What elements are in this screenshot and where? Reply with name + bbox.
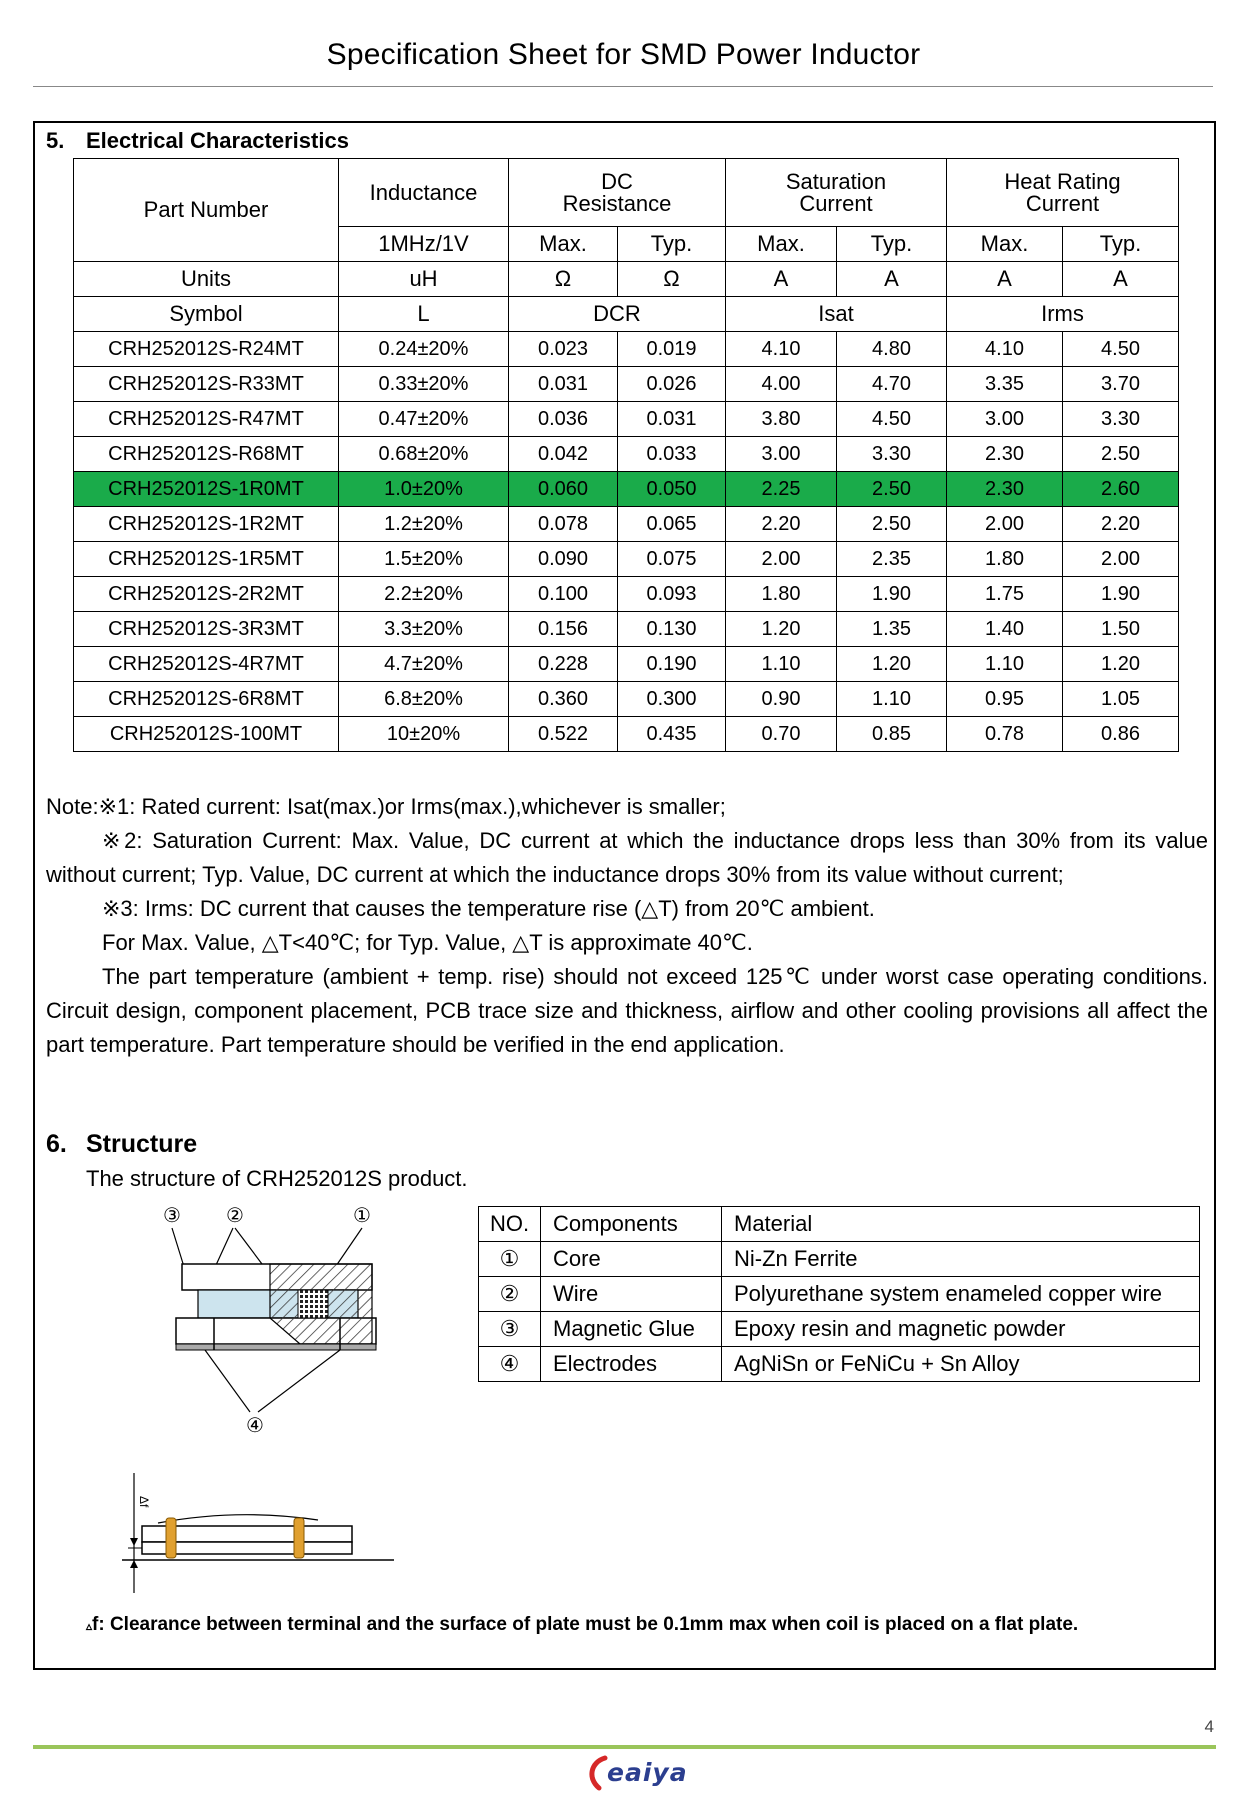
cell-irms-max: 1.75 — [947, 577, 1063, 612]
cell-dcr-typ: 0.019 — [618, 332, 726, 367]
cell-isat-max: 3.80 — [726, 402, 837, 437]
cell-irms-max: 1.40 — [947, 612, 1063, 647]
cell-pn: CRH252012S-6R8MT — [74, 682, 339, 717]
cell-isat-max: 4.10 — [726, 332, 837, 367]
header-dcr-typ: Typ. — [618, 227, 726, 262]
cell-irms-typ: 3.30 — [1063, 402, 1179, 437]
cell-dcr-max: 0.522 — [509, 717, 618, 752]
cell-ind: 1.5±20% — [339, 542, 509, 577]
structure-row — [479, 1347, 1200, 1382]
cell-isat-max: 1.80 — [726, 577, 837, 612]
cell-dcr-typ: 0.093 — [618, 577, 726, 612]
header-no: NO. — [479, 1207, 541, 1242]
cell-ind: 0.24±20% — [339, 332, 509, 367]
note-3: ※3: Irms: DC current that causes the temperature rise (△T) from 20℃ ambient. — [102, 896, 875, 921]
delta-triangle-icon: ▵ — [86, 1619, 93, 1633]
cell-irms-typ: 1.05 — [1063, 682, 1179, 717]
units-dcr-max: Ω — [509, 262, 618, 297]
symbol-label: Symbol — [74, 297, 339, 332]
structure-cell-component: Wire — [541, 1277, 722, 1312]
cell-isat-max: 0.90 — [726, 682, 837, 717]
cell-irms-typ: 0.86 — [1063, 717, 1179, 752]
header-inductance: Inductance — [339, 159, 509, 227]
units-isat-max: A — [726, 262, 837, 297]
cell-dcr-max: 0.036 — [509, 402, 618, 437]
section-5-title: Electrical Characteristics — [86, 128, 349, 153]
cell-dcr-max: 0.023 — [509, 332, 618, 367]
cell-ind: 3.3±20% — [339, 612, 509, 647]
structure-cell-no: ③ — [479, 1312, 541, 1347]
cell-irms-max: 3.35 — [947, 367, 1063, 402]
cell-irms-max: 2.00 — [947, 507, 1063, 542]
table-row-highlighted — [74, 472, 1179, 507]
header-irms-typ: Typ. — [1063, 227, 1179, 262]
header-saturation-line2: Current — [799, 190, 873, 216]
section-6-title: Structure — [86, 1130, 198, 1158]
cell-irms-typ: 1.20 — [1063, 647, 1179, 682]
footer-divider — [33, 1745, 1216, 1749]
structure-cell-no: ① — [479, 1242, 541, 1277]
cell-dcr-max: 0.360 — [509, 682, 618, 717]
header-saturation-line1: Saturation — [785, 168, 887, 194]
cell-dcr-max: 0.100 — [509, 577, 618, 612]
cell-pn: CRH252012S-2R2MT — [74, 577, 339, 612]
symbol-dcr: DCR — [509, 297, 726, 332]
structure-row — [479, 1312, 1200, 1347]
cell-isat-typ: 0.85 — [837, 717, 947, 752]
header-dc-resistance-line1: DC — [601, 168, 633, 194]
table-row — [74, 367, 1179, 402]
header-dc-resistance — [509, 159, 726, 227]
units-irms-typ: A — [1063, 262, 1179, 297]
header-isat-typ: Typ. — [837, 227, 947, 262]
header-components: Components — [541, 1207, 722, 1242]
structure-cell-material: Epoxy resin and magnetic powder — [722, 1312, 1200, 1347]
cell-dcr-max: 0.228 — [509, 647, 618, 682]
cell-ind: 1.2±20% — [339, 507, 509, 542]
note-5: The part temperature (ambient + temp. rise) should not exceed 125℃ under worst case operating conditions. Circuit design, component placement, PCB trace size and thickness, airflow and other cooling provisions all affect the part temperature. Part temperature should be verified in the end application. — [46, 964, 1208, 1057]
note-1: Note:※1: Rated current: Isat(max.)or Irms(max.),whichever is smaller; — [46, 794, 726, 819]
cell-pn: CRH252012S-1R0MT — [74, 472, 339, 507]
table-row — [74, 612, 1179, 647]
cell-dcr-max: 0.078 — [509, 507, 618, 542]
units-dcr-typ: Ω — [618, 262, 726, 297]
cell-dcr-max: 0.156 — [509, 612, 618, 647]
table-row — [74, 717, 1179, 752]
symbol-irms: Irms — [947, 297, 1179, 332]
cell-dcr-typ: 0.130 — [618, 612, 726, 647]
cell-dcr-typ: 0.300 — [618, 682, 726, 717]
cell-pn: CRH252012S-R33MT — [74, 367, 339, 402]
table-row — [74, 542, 1179, 577]
cell-irms-typ: 2.60 — [1063, 472, 1179, 507]
units-row — [74, 262, 1179, 297]
structure-cell-material: Ni-Zn Ferrite — [722, 1242, 1200, 1277]
cell-isat-max: 2.20 — [726, 507, 837, 542]
data-rows — [74, 332, 1179, 752]
units-label: Units — [74, 262, 339, 297]
cell-isat-max: 1.20 — [726, 612, 837, 647]
cell-ind: 6.8±20% — [339, 682, 509, 717]
delta-f-label: Δf — [137, 1496, 151, 1508]
units-inductance: uH — [339, 262, 509, 297]
structure-cell-material: Polyurethane system enameled copper wire — [722, 1277, 1200, 1312]
table-row — [74, 507, 1179, 542]
cell-irms-typ: 3.70 — [1063, 367, 1179, 402]
cell-isat-typ: 3.30 — [837, 437, 947, 472]
header-isat-max: Max. — [726, 227, 837, 262]
structure-cell-no: ② — [479, 1277, 541, 1312]
cell-ind: 0.68±20% — [339, 437, 509, 472]
cell-isat-max: 3.00 — [726, 437, 837, 472]
label-core: ① — [353, 1205, 371, 1227]
cell-dcr-typ: 0.033 — [618, 437, 726, 472]
header-material: Material — [722, 1207, 1200, 1242]
table-row — [74, 682, 1179, 717]
cell-isat-typ: 4.50 — [837, 402, 947, 437]
cell-dcr-typ: 0.026 — [618, 367, 726, 402]
clearance-text: f: Clearance between terminal and the surface of plate must be 0.1mm max when coil is placed on a flat plate. — [92, 1614, 1079, 1635]
cell-pn: CRH252012S-R47MT — [74, 402, 339, 437]
cell-isat-typ: 2.50 — [837, 472, 947, 507]
structure-table — [478, 1206, 1200, 1382]
note-4: For Max. Value, △T<40℃; for Typ. Value, △T is approximate 40℃. — [102, 930, 753, 955]
notes-block — [46, 790, 1208, 1062]
header-irms-max: Max. — [947, 227, 1063, 262]
cell-dcr-max: 0.042 — [509, 437, 618, 472]
structure-rows — [479, 1242, 1200, 1382]
cell-irms-max: 3.00 — [947, 402, 1063, 437]
cell-irms-max: 2.30 — [947, 437, 1063, 472]
cell-pn: CRH252012S-1R5MT — [74, 542, 339, 577]
cell-dcr-typ: 0.031 — [618, 402, 726, 437]
cell-dcr-max: 0.031 — [509, 367, 618, 402]
cell-isat-typ: 4.80 — [837, 332, 947, 367]
section-6-heading — [46, 1130, 197, 1159]
cell-irms-max: 2.30 — [947, 472, 1063, 507]
cell-dcr-typ: 0.050 — [618, 472, 726, 507]
table-row — [74, 437, 1179, 472]
cell-dcr-max: 0.060 — [509, 472, 618, 507]
label-wire: ② — [226, 1205, 244, 1227]
cell-isat-max: 2.00 — [726, 542, 837, 577]
header-heat-line1: Heat Rating — [1004, 168, 1121, 194]
cell-pn: CRH252012S-100MT — [74, 717, 339, 752]
structure-cell-component: Core — [541, 1242, 722, 1277]
structure-header-row — [479, 1207, 1200, 1242]
structure-cell-component: Electrodes — [541, 1347, 722, 1382]
cell-irms-typ: 2.00 — [1063, 542, 1179, 577]
cell-ind: 10±20% — [339, 717, 509, 752]
cell-isat-typ: 1.10 — [837, 682, 947, 717]
brand-logo — [585, 1752, 688, 1797]
header-dc-resistance-line2: Resistance — [562, 190, 672, 216]
cell-isat-typ: 4.70 — [837, 367, 947, 402]
cell-dcr-typ: 0.435 — [618, 717, 726, 752]
cell-irms-max: 1.80 — [947, 542, 1063, 577]
cell-isat-typ: 2.35 — [837, 542, 947, 577]
title-divider — [33, 86, 1213, 87]
structure-diagram — [140, 1200, 400, 1450]
cell-isat-typ: 1.90 — [837, 577, 947, 612]
page-title: Specification Sheet for SMD Power Inductor — [326, 38, 921, 71]
header-dcr-max: Max. — [509, 227, 618, 262]
cell-ind: 4.7±20% — [339, 647, 509, 682]
header-heat-line2: Current — [1025, 190, 1100, 216]
clearance-note — [86, 1614, 1078, 1636]
cell-irms-max: 1.10 — [947, 647, 1063, 682]
symbol-row — [74, 297, 1179, 332]
cell-isat-typ: 1.20 — [837, 647, 947, 682]
label-glue: ③ — [163, 1205, 181, 1227]
structure-row — [479, 1277, 1200, 1312]
cell-pn: CRH252012S-R68MT — [74, 437, 339, 472]
cell-isat-typ: 1.35 — [837, 612, 947, 647]
cell-pn: CRH252012S-3R3MT — [74, 612, 339, 647]
structure-row — [479, 1242, 1200, 1277]
electrical-characteristics-table — [73, 158, 1179, 752]
section-6-number: 6. — [46, 1130, 67, 1158]
cell-ind: 0.47±20% — [339, 402, 509, 437]
header-heat-rating-current — [947, 159, 1179, 227]
symbol-isat: Isat — [726, 297, 947, 332]
table-row — [74, 647, 1179, 682]
cell-irms-typ: 2.20 — [1063, 507, 1179, 542]
cell-pn: CRH252012S-1R2MT — [74, 507, 339, 542]
cell-dcr-max: 0.090 — [509, 542, 618, 577]
cell-ind: 1.0±20% — [339, 472, 509, 507]
cell-isat-max: 4.00 — [726, 367, 837, 402]
table-row — [74, 577, 1179, 612]
cell-isat-max: 0.70 — [726, 717, 837, 752]
cell-irms-typ: 2.50 — [1063, 437, 1179, 472]
logo-text: eaiya — [607, 1758, 688, 1787]
cell-irms-typ: 4.50 — [1063, 332, 1179, 367]
section-5-number: 5. — [46, 128, 65, 153]
header-inductance-condition: 1MHz/1V — [339, 227, 509, 262]
cell-dcr-typ: 0.190 — [618, 647, 726, 682]
page-number: 4 — [1204, 1717, 1214, 1736]
clearance-diagram — [118, 1468, 398, 1598]
units-isat-typ: A — [837, 262, 947, 297]
cell-isat-typ: 2.50 — [837, 507, 947, 542]
table-row — [74, 332, 1179, 367]
note-2: ※2: Saturation Current: Max. Value, DC current at which the inductance drops less than 30% from its value without current; Typ. Value, DC current at which the inductance drops 30% from its value without current; — [46, 828, 1208, 887]
symbol-inductance: L — [339, 297, 509, 332]
cell-irms-typ: 1.90 — [1063, 577, 1179, 612]
structure-cell-material: AgNiSn or FeNiCu + Sn Alloy — [722, 1347, 1200, 1382]
cell-pn: CRH252012S-R24MT — [74, 332, 339, 367]
section-6-subtitle: The structure of CRH252012S product. — [86, 1166, 468, 1191]
cell-ind: 2.2±20% — [339, 577, 509, 612]
cell-isat-max: 1.10 — [726, 647, 837, 682]
cell-dcr-typ: 0.065 — [618, 507, 726, 542]
cell-isat-max: 2.25 — [726, 472, 837, 507]
cell-dcr-typ: 0.075 — [618, 542, 726, 577]
table-row — [74, 402, 1179, 437]
header-saturation-current — [726, 159, 947, 227]
units-irms-max: A — [947, 262, 1063, 297]
section-5-heading — [46, 128, 349, 154]
cell-irms-max: 0.95 — [947, 682, 1063, 717]
structure-cell-component: Magnetic Glue — [541, 1312, 722, 1347]
cell-irms-max: 4.10 — [947, 332, 1063, 367]
label-electrodes: ④ — [246, 1415, 264, 1437]
structure-cell-no: ④ — [479, 1347, 541, 1382]
cell-ind: 0.33±20% — [339, 367, 509, 402]
header-part-number: Part Number — [74, 159, 339, 262]
cell-irms-typ: 1.50 — [1063, 612, 1179, 647]
cell-pn: CRH252012S-4R7MT — [74, 647, 339, 682]
cell-irms-max: 0.78 — [947, 717, 1063, 752]
